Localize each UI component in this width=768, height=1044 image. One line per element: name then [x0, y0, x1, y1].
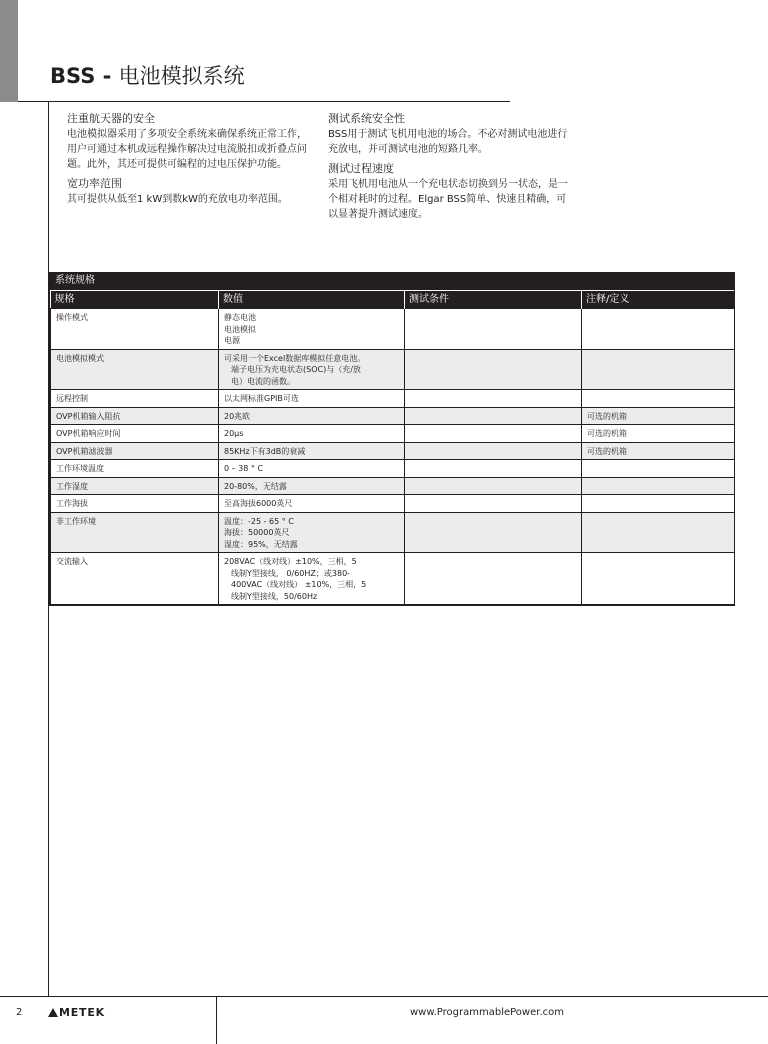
value-line: 电）电流的函数。 [231, 376, 295, 386]
cell-spec: 工作湿度 [51, 477, 219, 495]
cell-condition [405, 407, 582, 425]
section-heading: 宽功率范围 [67, 177, 122, 190]
value-line: 以太网标准GPIB可选 [224, 394, 299, 403]
footer-rule [0, 996, 768, 997]
cell-spec: 非工作环境 [51, 512, 219, 553]
title-text: 电池模拟系统 [118, 64, 245, 88]
cell-condition [405, 349, 582, 390]
value-line: 至高海拔6000英尺 [224, 499, 293, 508]
section-body: BSS用于测试飞机用电池的场合。不必对测试电池进行充放电，并可测试电池的短路几率。 [328, 129, 568, 155]
logo-triangle-icon [48, 1008, 58, 1017]
cell-value [219, 460, 405, 478]
spec-table-header [51, 291, 735, 309]
cell-value [219, 407, 405, 425]
section-body: 其可提供从低至1 kW到数kW的充放电功率范围。 [67, 194, 288, 205]
cell-spec: 交流输入 [51, 553, 219, 605]
value-line: 20-80%，无结露 [224, 481, 287, 491]
cell-value [219, 512, 405, 553]
table-row [51, 390, 735, 408]
value-line: 湿度：95%，无结露 [224, 539, 298, 549]
value-line: 线制Y型接线， 0/60HZ；或380- [231, 568, 351, 578]
cell-condition [405, 495, 582, 513]
cell-value [219, 349, 405, 390]
cell-note [582, 477, 735, 495]
value-line: 可采用一个Excel数据库模拟任意电池。 [224, 353, 366, 363]
table-row [51, 553, 735, 605]
table-row [51, 407, 735, 425]
value-line: 端子电压为充电状态(SOC)与（充/放 [231, 365, 361, 374]
logo-text: METEK [59, 1006, 106, 1019]
value-line: 85KHz下有3dB的衰减 [224, 446, 306, 456]
website-url: www.ProgrammablePower.com [410, 1007, 564, 1018]
intro-right-column [328, 111, 573, 222]
cell-value [219, 425, 405, 443]
value-line: 海拔：50000英尺 [224, 528, 290, 537]
cell-note [582, 349, 735, 390]
cell-note [582, 553, 735, 605]
page-title [50, 62, 245, 90]
cell-value [219, 309, 405, 350]
cell-condition [405, 477, 582, 495]
table-row [51, 349, 735, 390]
value-line: 温度：-25 - 65 ° C [224, 516, 294, 526]
table-row [51, 495, 735, 513]
table-row [51, 442, 735, 460]
cell-note: 可选的机箱 [582, 425, 735, 443]
cell-note [582, 460, 735, 478]
cell-condition [405, 442, 582, 460]
cell-spec: 电池模拟模式 [51, 349, 219, 390]
cell-spec: 操作模式 [51, 309, 219, 350]
ametek-logo [48, 1005, 105, 1020]
cell-note [582, 512, 735, 553]
value-line: 电源 [224, 336, 240, 345]
column-header-value: 数值 [219, 291, 405, 309]
title-brand: BSS - [50, 64, 112, 88]
header-accent-bar [0, 0, 18, 102]
column-header-spec: 规格 [51, 291, 219, 309]
cell-spec: OVP机箱输入阻抗 [51, 407, 219, 425]
cell-note [582, 309, 735, 350]
cell-note: 可选的机箱 [582, 442, 735, 460]
cell-condition [405, 512, 582, 553]
cell-note: 可选的机箱 [582, 407, 735, 425]
cell-note [582, 390, 735, 408]
footer-divider [216, 996, 217, 1044]
value-line: 208VAC（线对线）±10%，三相，5 [224, 557, 357, 566]
page-number: 2 [16, 1007, 23, 1018]
cell-condition [405, 553, 582, 605]
spec-table-caption: 系统规格 [50, 273, 734, 291]
column-header-note: 注释/定义 [582, 291, 735, 309]
value-line: 20兆欧 [224, 411, 251, 421]
intro-left-column [67, 111, 312, 207]
cell-condition [405, 390, 582, 408]
section-body: 电池模拟器采用了多项安全系统来确保系统正常工作，用户可通过本机或远程操作解决过电流脱扣或折叠点问题。此外，其还可提供可编程的过电压保护功能。 [67, 129, 307, 170]
table-row [51, 309, 735, 350]
cell-note [582, 495, 735, 513]
section-heading: 注重航天器的安全 [67, 112, 155, 125]
section-body: 采用飞机用电池从一个充电状态切换到另一状态，是一个相对耗时的过程。Elgar BSS简单、快速且精确，可以显著提升测试速度。 [328, 179, 568, 220]
section-heading: 测试过程速度 [328, 162, 394, 175]
value-line: 电池模拟 [224, 324, 256, 334]
cell-value [219, 442, 405, 460]
cell-value [219, 553, 405, 605]
cell-spec: 工作环境温度 [51, 460, 219, 478]
table-row [51, 460, 735, 478]
cell-value [219, 495, 405, 513]
cell-condition [405, 309, 582, 350]
spec-table-container [49, 272, 735, 606]
spec-table [50, 291, 735, 605]
spec-table-body [51, 309, 735, 605]
cell-spec: 远程控制 [51, 390, 219, 408]
cell-value [219, 477, 405, 495]
cell-condition [405, 460, 582, 478]
value-line: 0 – 38 ° C [224, 464, 264, 473]
table-row [51, 477, 735, 495]
value-line: 线制Y型接线，50/60Hz [231, 591, 318, 601]
column-header-condition: 测试条件 [405, 291, 582, 309]
table-row [51, 425, 735, 443]
value-line: 静态电池 [224, 313, 256, 322]
cell-value [219, 390, 405, 408]
header-rule [18, 101, 510, 102]
cell-condition [405, 425, 582, 443]
section-heading: 测试系统安全性 [328, 112, 405, 125]
table-row [51, 512, 735, 553]
cell-spec: OVP机箱响应时间 [51, 425, 219, 443]
cell-spec: 工作海拔 [51, 495, 219, 513]
value-line: 20µs [224, 429, 244, 438]
value-line: 400VAC（线对线） ±10%，三相，5 [231, 580, 367, 589]
cell-spec: OVP机箱滤波器 [51, 442, 219, 460]
